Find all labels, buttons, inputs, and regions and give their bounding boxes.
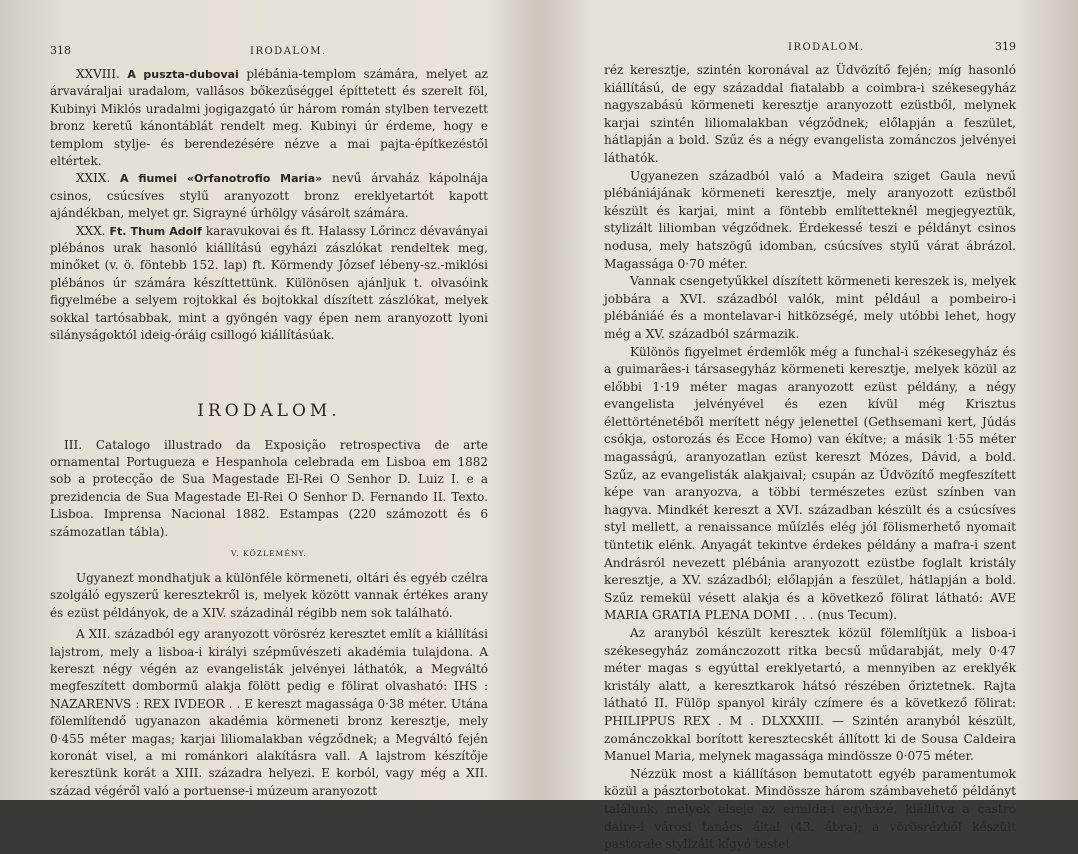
left-page-header bbox=[50, 44, 488, 66]
body-paragraph: A XII. századból egy aranyozott vörösréz keresztet említ a kiállítási lajstrom, mely a lisboa-i királyi szépművészeti akadémia tulajdona. A kereszt négy végén az evangelisták jelvényei láthatók, a Megváltó megfeszített dombormű alakja fölött pedig e fölirat olvasható: IHS : NAZARENVS : REX IVDEOR . . E kereszt magassága 0·38 méter. Utána fölemlítendő ugyanazon akadémia körmeneti bronz keresztje, mely 0·455 méter magas; karjai liliomalakban végződnek; a Megváltó fején koronát visel, a mi románkori alakításra vall. A lajstrom készítője keresztünk korát a XIII. századra helyezi. E korból, vagy még a XII. század végéről való a portuense-i múzeum aranyozott bbox=[50, 627, 488, 798]
entry-title: Ft. Thum Adolf bbox=[109, 224, 202, 238]
entry-title: A fiumei «Orfanotrofio Maria» bbox=[120, 172, 323, 186]
page-number: 319 bbox=[995, 40, 1016, 53]
body-paragraph: Vannak csengetyűkkel díszített körmeneti kereszek is, melyek jobbára a XVI. századból valók, mint például a pombeiro-i plébániáé és a montelavar-i hitközségé, mely utóbbi lehet, hogy még a XV. századból származik. bbox=[604, 274, 1016, 341]
section-title: IRODALOM. bbox=[197, 400, 341, 421]
installment-subheading: V. KÖZLEMÉNY. bbox=[231, 548, 307, 558]
running-head: IRODALOM. bbox=[250, 46, 327, 57]
right-page bbox=[540, 0, 1078, 852]
body-paragraph: Az aranyból készült keresztek közül fölemlítjük a lisboa-i székesegyház zománczozott ritka becsű műdarabját, mely 0·47 méter magas s egyúttal ereklyetartó, a mennyiben az ereklyék kristály alatt, a keresztkarok hátsó részében őriztetnek. Rajta látható II. Fülöp spanyol király czímere és a következő fölirat: PHILIPPUS REX . M . DLXXXIII. — Szintén aranyból készült, zománczokkal borított keresztecskét állított ki de Sousa Caldeira Manuel Maria, melynek magassága mindössze 0·075 méter. bbox=[604, 626, 1016, 764]
entry-paragraph: XXX. Ft. Thum Adolf karavukovai és ft. Halassy Lőrincz dévaványai plébános urak hasonló kiállítású egyházi zászlókat rendeltek meg, minőket (v. ö. föntebb 152. lap) ft. Körmendy József lébeny-sz.-miklósi plébános úr számára készíttettünk. Különösen ajánljuk t. olvasóink figyelmébe a selyem rojtokkal és bojtokkal díszített zászlókat, melyek sokkal tartósabbak, mint a gyöngén vagy épen nem aranyozott lyoni silányságoktól ideig-óráig csillogó kiállításúak. bbox=[50, 223, 488, 343]
body-paragraph: Különös figyelmet érdemlők még a funchal-i székesegyház és a guimarães-i társasegyház körmeneti keresztje, melyek közül az előbbi 1·19 méter magas aranyozott ezüst példány, a négy evangelista jelvényével és ezen kívül még Krisztus élettörténetéből merített négy jelenettel (Gethsemani kert, Júdás csókja, ostorozás és Ecce Homo) van ékítve; a másik 1·55 méter magasságú, aranyozatlan ezüst kereszt Mózes, Dávid, a bold. Szűz, az evangelisták alakjaival; csupán az Üdvözítő megfeszített képe van aranyozva, a többi természetes ezüst színben van hagyva. Mindkét kereszt a XVI. században készült és a csúcsíves styl mellett, a renaissance műízlés elég jól fölismerhető nyomait tüntetik elénk. Anyagát tekintve érdekes példány a mafra-i szent Andrásról nevezett plébánia aranyozott ezüstbe foglalt kristály keresztje, a XV. századból; előlapján a feszület, hátlapján a bold. Szűz remekül vésett alakja és a következő fölirat látható: AVE MARIA GRATIA PLENA DOMI . . . (nus Tecum). bbox=[604, 344, 1016, 623]
page-number: 318 bbox=[50, 44, 71, 57]
entry-paragraph: XXIX. A fiumei «Orfanotrofio Maria» nevű árvaház kápolnája csinos, csúcsíves stylű aranyozott bronz ereklyetartót kapott ajándékban, melyet gr. Sigrayné úrhölgy vásárolt számára. bbox=[50, 171, 488, 221]
body-paragraph: Nézzük most a kiállításon bemutatott egyéb paramentumok közül a pásztorbotokat. Mindössze három számbavehető példányt találunk, melyek elseje az ermida-i egyházé, kiállítva a castro daire-i városi tanács által (43. ábra); a vörösrézből készült pastorale stylizált kígyó testet bbox=[604, 766, 1016, 852]
left-page bbox=[0, 0, 538, 800]
right-page-header bbox=[604, 40, 1016, 62]
body-paragraph: Ugyanezen századból való a Madeira sziget Gaula nevű plébániájának körmeneti keresztje, mely aranyozott ezüstből készült és karjai, mint a föntebb említetteknél megjegyeztük, stylizált liliomban végződnek. Érdekessé teszi e példányt csinos nodusa, mely hatszögű idomban, csúcsíves stylű várat ábrázol. Magassága 0·70 méter. bbox=[604, 168, 1016, 271]
entry-title: A puszta-dubovai bbox=[127, 68, 239, 81]
body-paragraph: réz keresztje, szintén koronával az Üdvözítő fején; míg hasonló kiállítású, de egy századdal fiatalabb a coimbra-i székesegyház nagyszabású körmeneti keresztje aranyozott ezüstből, melynek karjai szintén liliomalakban végződnek; előlapján a feszület, hátlapján a bold. Szűz és a négy evangelista zománczos jelvényei láthatók. bbox=[604, 63, 1016, 165]
body-paragraph: Ugyanezt mondhatjuk a különféle körmeneti, oltári és egyéb czélra szolgáló egyszerű keresztekről is, melyek között vannak értékes arany és ezüst példányok, de a XIV. századinál régibb nem sok található. bbox=[50, 570, 488, 620]
running-head: IRODALOM. bbox=[788, 42, 865, 53]
bibliography-entry: III. Catalogo illustrado da Exposição retrospectiva de arte ornamental Portugueza e Hespanhola celebrada em Lisboa em 1882 sob a protecção de Sua Magestade El-Rei O Senhor D. Luiz I. e a prezidencia de Sua Magestade El-Rei O Senhor D. Fernando II. Texto. Lisboa. Imprensa Nacional 1882. Estampas (220 számozott és 6 számozatlan tábla). bbox=[50, 437, 488, 539]
entry-paragraph: XXVIII. A puszta-dubovai plébánia-templom számára, melyet az árvaváraljai uradalom, vallásos bőkezűséggel építtetett és szerelt föl, Kubinyi Miklós uradalmi jogigazgató úr három román stylben tervezett bronz keretű kánontáblát rendelt meg. Kubinyi úr érdeme, hogy e templom stylje- és berendezésére nézve a mai pajta-építkezéstől eltértek. bbox=[50, 67, 488, 169]
